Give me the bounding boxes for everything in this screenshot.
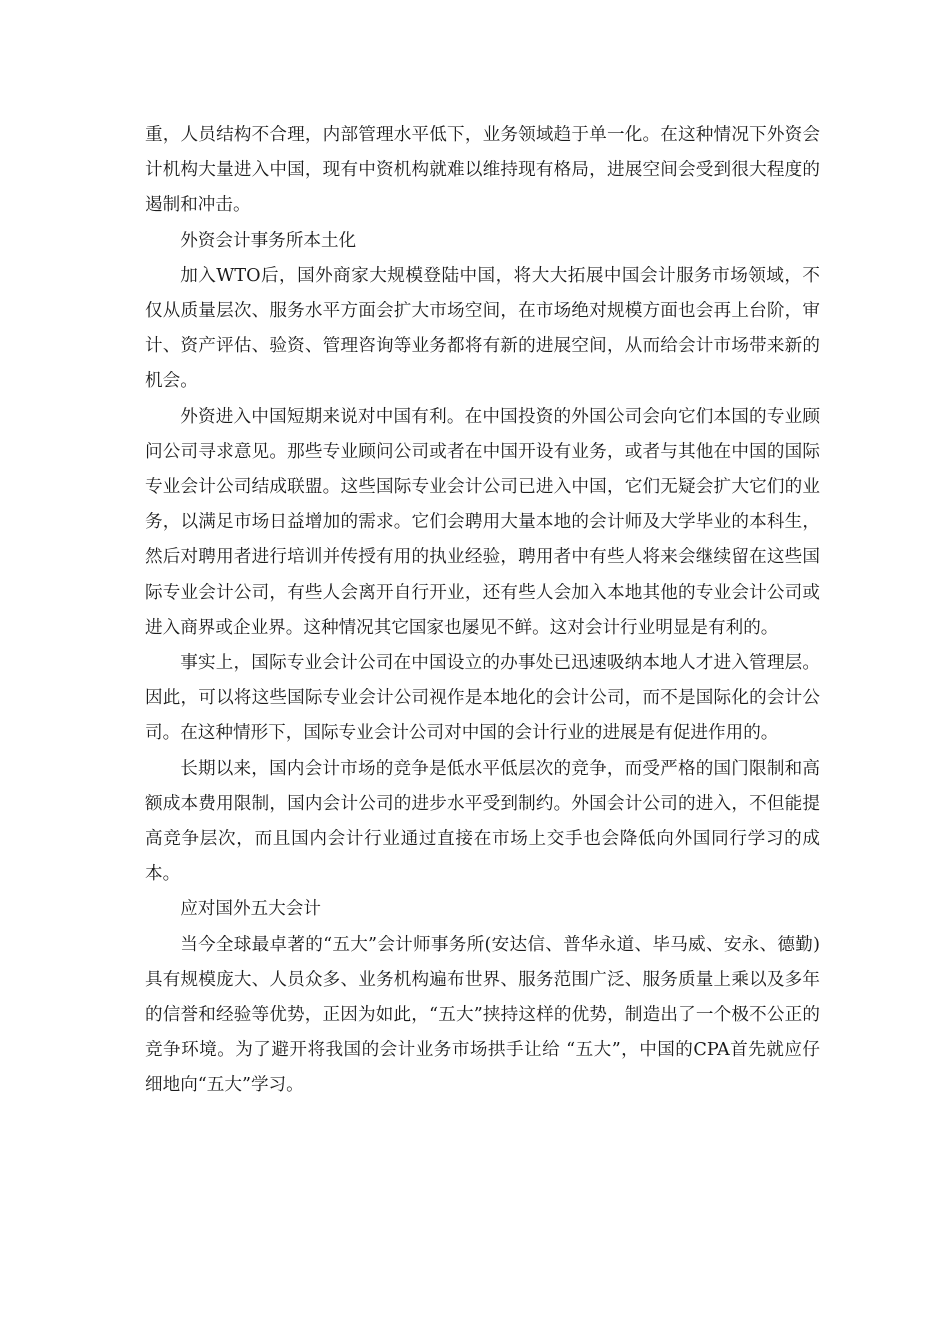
paragraph-competition: 长期以来，国内会计市场的竞争是低水平低层次的竞争，而受严格的国门限制和高额成本费用限制，国内会计公司的进步水平受到制约。外国会计公司的进入，不但能提高竞争层次，而且国内会计行业通过直接在市场上交手也会降低向外国同行学习的成本。 <box>145 758 820 885</box>
paragraph-continuation: 重，人员结构不合理，内部管理水平低下，业务领域趋于单一化。在这种情况下外资会计机构大量进入中国，现有中资机构就难以维持现有格局，进展空间会受到很大程度的遏制和冲击。 <box>145 125 820 216</box>
paragraph-foreign-capital: 外资进入中国短期来说对中国有利。在中国投资的外国公司会向它们本国的专业顾问公司寻求意见。那些专业顾问公司或者在中国开设有业务，或者与其他在中国的国际专业会计公司结成联盟。这些国际专业会计公司已进入中国，它们无疑会扩大它们的业务，以满足市场日益增加的需求。它们会聘用大量本地的会计师及大学毕业的本科生，然后对聘用者进行培训并传授有用的执业经验，聘用者中有些人将来会继续留在这些国际专业会计公司，有些人会离开自行开业，还有些人会加入本地其他的专业会计公司或进入商界或企业界。这种情况其它国家也屡见不鲜。这对会计行业明显是有利的。 <box>145 406 820 638</box>
section-heading-localization: 外资会计事务所本土化 <box>180 230 357 251</box>
paragraph-big-five: 当今全球最卓著的“五大”会计师事务所(安达信、普华永道、毕马威、安永、德勤)具有规模庞大、人员众多、业务机构遍布世界、服务范围广泛、服务质量上乘以及多年的信誉和经验等优势，正因为如此，“五大”挟持这样的优势，制造出了一个极不公正的竞争环境。为了避开将我国的会计业务市场拱手让给 “五大”，中国的CPA首先就应仔细地向“五大”学习。 <box>145 934 820 1096</box>
document-body <box>145 118 820 1104</box>
paragraph-local-talent: 事实上，国际专业会计公司在中国设立的办事处已迅速吸纳本地人才进入管理层。因此，可以将这些国际专业会计公司视作是本地化的会计公司，而不是国际化的会计公司。在这种情形下，国际专业会计公司对中国的会计行业的进展是有促进作用的。 <box>145 653 820 744</box>
paragraph-wto-entry: 加入WTO后，国外商家大规模登陆中国，将大大拓展中国会计服务市场领域，不仅从质量层次、服务水平方面会扩大市场空间，在市场绝对规模方面也会再上台阶，审计、资产评估、验资、管理咨询等业务都将有新的进展空间，从而给会计市场带来新的机会。 <box>145 265 820 392</box>
section-heading-big-five: 应对国外五大会计 <box>180 899 321 920</box>
